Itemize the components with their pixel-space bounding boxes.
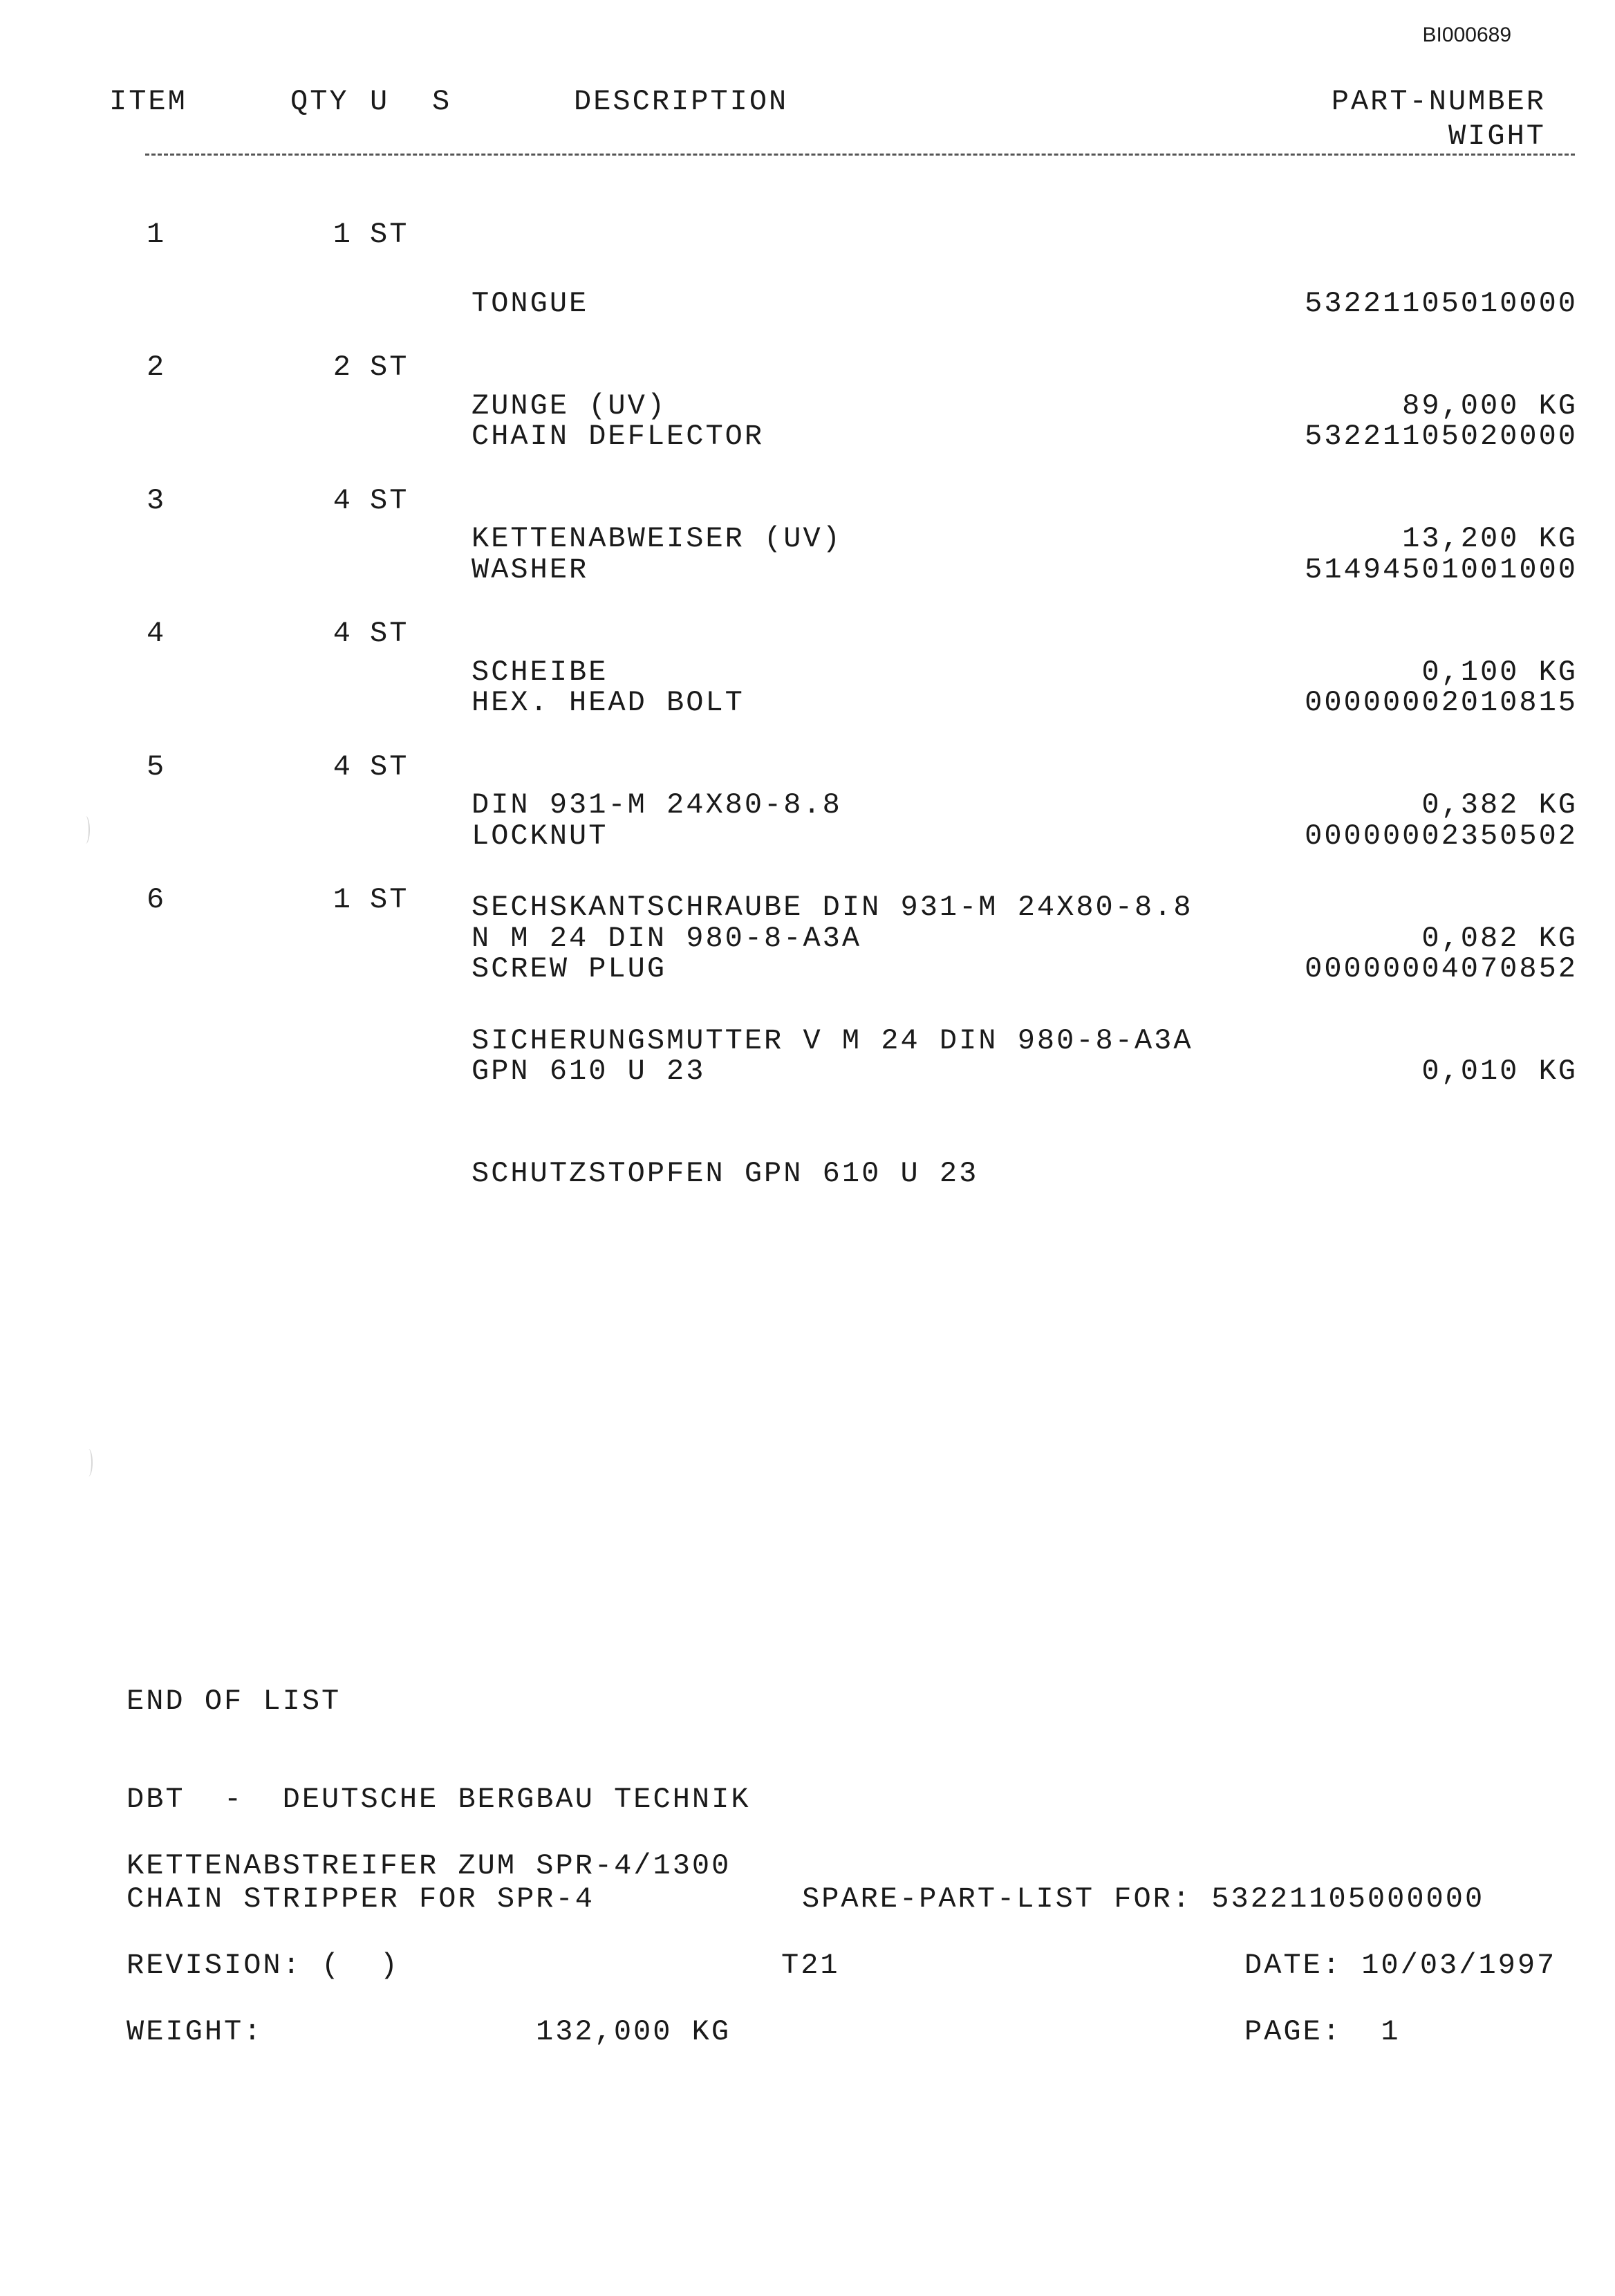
description-line: HEX. HEAD BOLT	[472, 686, 745, 719]
header-item: ITEM	[109, 85, 187, 118]
description-line: CHAIN DEFLECTOR	[472, 420, 765, 453]
header-weight: WIGHT	[1448, 120, 1546, 153]
item-unit: ST	[370, 484, 409, 517]
item-unit: ST	[370, 218, 409, 251]
item-number: 4	[147, 617, 167, 650]
description-line: GPN 610 U 23	[472, 1055, 706, 1088]
part-weight: 0,082 KG	[1421, 922, 1578, 955]
table-row	[0, 350, 1615, 555]
item-unit: ST	[370, 617, 409, 650]
description-line: KETTENABWEISER (UV)	[472, 522, 842, 555]
part-number: 00000002010815	[1305, 686, 1578, 719]
item-unit: ST	[370, 351, 409, 384]
doc-id: BI000689	[1422, 24, 1511, 46]
item-number: 1	[147, 218, 167, 251]
description-line: SCHUTZSTOPFEN GPN 610 U 23	[472, 1157, 979, 1190]
part-number: 00000004070852	[1305, 952, 1578, 985]
item-part-weight	[1305, 882, 1578, 1156]
end-of-list: END OF LIST	[127, 1685, 342, 1718]
revision-code: T21	[781, 1949, 840, 1982]
title-english: CHAIN STRIPPER FOR SPR-4	[127, 1882, 595, 1916]
part-weight: 13,200 KG	[1402, 522, 1578, 555]
description-line: TONGUE	[472, 287, 589, 320]
header-divider	[145, 154, 1575, 156]
description-line: LOCKNUT	[472, 820, 608, 853]
item-number: 5	[147, 750, 167, 784]
part-number: 51494501001000	[1305, 553, 1578, 586]
description-line: WASHER	[472, 553, 589, 586]
item-qty: 1	[333, 883, 353, 916]
item-description	[472, 882, 978, 1259]
description-line: SCHEIBE	[472, 656, 608, 689]
table-row	[0, 217, 1615, 423]
date: DATE: 10/03/1997	[1244, 1949, 1557, 1982]
part-weight: 0,382 KG	[1421, 788, 1578, 822]
description-line: SCREW PLUG	[472, 952, 667, 985]
weight-label: WEIGHT:	[127, 2015, 263, 2048]
part-number: 53221105020000	[1305, 420, 1578, 453]
item-qty: 4	[333, 484, 353, 517]
part-weight: 0,100 KG	[1421, 656, 1578, 689]
header-u: U	[370, 85, 390, 118]
page-number: PAGE: 1	[1244, 2015, 1401, 2048]
description-line: SICHERUNGSMUTTER V M 24 DIN 980-8-A3A	[472, 1024, 1193, 1057]
item-number: 2	[147, 351, 167, 384]
header-part-number: PART-NUMBER	[1331, 85, 1546, 118]
item-number: 6	[147, 883, 167, 916]
company-name: DBT - DEUTSCHE BERGBAU TECHNIK	[127, 1783, 751, 1816]
part-number: 53221105010000	[1305, 287, 1578, 320]
header-qty: QTY	[290, 85, 349, 118]
part-weight: 89,000 KG	[1402, 389, 1578, 423]
item-qty: 4	[333, 750, 353, 784]
scan-mark	[84, 1449, 93, 1476]
table-row	[0, 483, 1615, 689]
item-unit: ST	[370, 883, 409, 916]
description-line: DIN 931-M 24X80-8.8	[472, 788, 842, 822]
spare-part-list-number: SPARE-PART-LIST FOR: 53221105000000	[802, 1882, 1485, 1916]
header-s: S	[432, 85, 452, 118]
item-number: 3	[147, 484, 167, 517]
description-line: N M 24 DIN 980-8-A3A	[472, 922, 862, 955]
item-qty: 4	[333, 617, 353, 650]
item-unit: ST	[370, 750, 409, 784]
item-qty: 1	[333, 218, 353, 251]
description-line: ZUNGE (UV)	[472, 389, 667, 423]
total-weight: 132,000 KG	[536, 2015, 731, 2048]
header-description: DESCRIPTION	[574, 85, 789, 118]
revision: REVISION: ( )	[127, 1949, 400, 1982]
title-german: KETTENABSTREIFER ZUM SPR-4/1300	[127, 1849, 731, 1882]
item-qty: 2	[333, 351, 353, 384]
scan-mark	[82, 816, 90, 844]
description-line: SECHSKANTSCHRAUBE DIN 931-M 24X80-8.8	[472, 891, 1193, 924]
part-weight: 0,010 KG	[1421, 1055, 1578, 1088]
part-number: 00000002350502	[1305, 820, 1578, 853]
